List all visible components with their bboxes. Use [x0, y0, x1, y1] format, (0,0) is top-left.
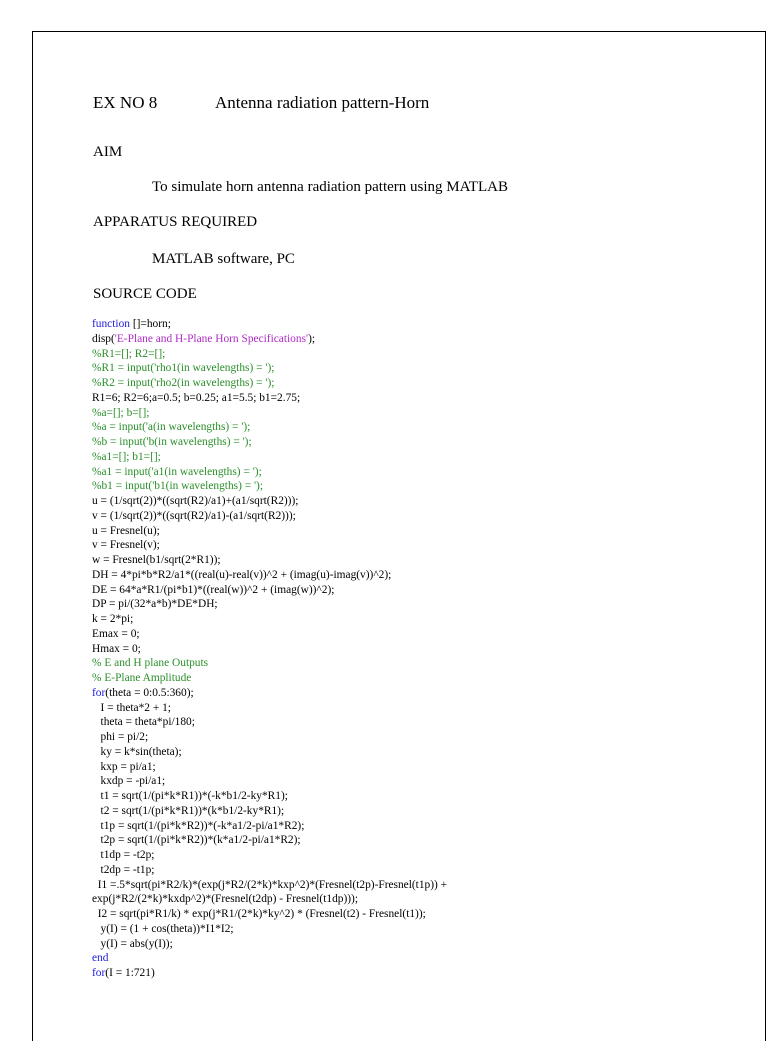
code-comment: %a1 = input('a1(in wavelengths) = '); — [92, 465, 262, 478]
code-text: t1dp = -t2p; — [92, 849, 155, 861]
code-text: R1=6; R2=6;a=0.5; b=0.25; a1=5.5; b1=2.75; — [92, 391, 301, 404]
code-line — [92, 553, 447, 568]
code-comment: %a1=[]; b1=[]; — [92, 450, 161, 463]
code-line — [92, 715, 447, 730]
code-text: theta = theta*pi/180; — [92, 716, 195, 729]
code-line — [92, 509, 447, 524]
code-text: []=horn; — [129, 318, 171, 330]
code-keyword: function — [92, 318, 130, 330]
code-text: w = Fresnel(b1/sqrt(2*R1)); — [92, 554, 221, 566]
code-text: disp( — [92, 332, 115, 345]
code-line — [92, 612, 447, 627]
code-comment: %R1 = input('rho1(in wavelengths) = '); — [92, 362, 275, 375]
code-line — [92, 479, 447, 494]
code-comment: %a = input('a(in wavelengths) = '); — [92, 421, 251, 434]
code-text: DP = pi/(32*a*b)*DE*DH; — [92, 598, 218, 611]
code-keyword: for — [92, 686, 106, 699]
code-text: Emax = 0; — [92, 627, 140, 640]
code-text: DH = 4*pi*b*R2/a1*((real(u)-real(v))^2 + (imag(u)-imag(v))^2); — [92, 568, 392, 581]
code-text: kxp = pi/a1; — [92, 760, 156, 773]
code-line — [92, 450, 447, 465]
exercise-heading — [93, 93, 430, 113]
code-text: ); — [308, 332, 316, 345]
code-text: v = (1/sqrt(2))*((sqrt(R2)/a1)-(a1/sqrt(R2))); — [92, 509, 296, 522]
code-line — [92, 627, 447, 642]
code-line — [92, 789, 447, 804]
code-line — [92, 922, 447, 937]
code-line — [92, 819, 447, 834]
code-line — [92, 804, 447, 819]
code-line — [92, 863, 447, 878]
code-text: y(I) = (1 + cos(theta))*I1*I2; — [92, 922, 234, 935]
code-line — [92, 774, 447, 789]
code-line — [92, 966, 447, 981]
code-text: t1p = sqrt(1/(pi*k*R2))*(-k*a1/2-pi/a1*R2); — [92, 819, 305, 832]
code-text: v = Fresnel(v); — [92, 539, 160, 552]
apparatus-heading: APPARATUS REQUIRED — [93, 214, 258, 230]
code-text: y(I) = abs(y(I)); — [92, 937, 173, 950]
code-line — [92, 745, 447, 760]
code-line — [92, 951, 447, 966]
exercise-title: Antenna radiation pattern-Horn — [215, 93, 430, 112]
code-text: kxdp = -pi/a1; — [92, 775, 166, 788]
aim-text: To simulate horn antenna radiation pattern using MATLAB — [152, 179, 508, 195]
source-code-block — [92, 317, 447, 981]
source-code-heading: SOURCE CODE — [93, 286, 197, 302]
code-line — [92, 568, 447, 583]
code-line — [92, 376, 447, 391]
code-text: t2dp = -t1p; — [92, 863, 155, 876]
code-comment: %a=[]; b=[]; — [92, 406, 150, 419]
code-comment: % E-Plane Amplitude — [92, 672, 192, 684]
code-line — [92, 435, 447, 450]
code-text: t2 = sqrt(1/(pi*k*R1))*(k*b1/2-ky*R1); — [92, 804, 285, 817]
code-line — [92, 833, 447, 848]
apparatus-text: MATLAB software, PC — [152, 251, 295, 267]
code-line — [92, 701, 447, 716]
code-line — [92, 465, 447, 480]
exercise-number: EX NO 8 — [93, 93, 158, 112]
code-text: u = (1/sqrt(2))*((sqrt(R2)/a1)+(a1/sqrt(R2))); — [92, 495, 299, 507]
code-line — [92, 538, 447, 553]
code-text: k = 2*pi; — [92, 613, 134, 625]
code-text: I = theta*2 + 1; — [92, 701, 171, 714]
code-line — [92, 907, 447, 922]
code-line — [92, 642, 447, 657]
code-comment: % E and H plane Outputs — [92, 657, 209, 670]
code-line — [92, 524, 447, 539]
code-line — [92, 597, 447, 612]
code-line — [92, 848, 447, 863]
code-line — [92, 317, 447, 332]
code-comment: %R1=[]; R2=[]; — [92, 347, 166, 360]
code-text: (theta = 0:0.5:360); — [105, 686, 194, 699]
code-line — [92, 391, 447, 406]
code-line — [92, 937, 447, 952]
code-line — [92, 760, 447, 775]
code-line — [92, 406, 447, 421]
code-text: t2p = sqrt(1/(pi*k*R2))*(k*a1/2-pi/a1*R2); — [92, 834, 301, 847]
code-line — [92, 686, 447, 701]
code-comment: %b = input('b(in wavelengths) = '); — [92, 436, 252, 448]
code-line — [92, 361, 447, 376]
code-text: phi = pi/2; — [92, 731, 149, 743]
code-text: Hmax = 0; — [92, 642, 141, 655]
code-line — [92, 892, 447, 907]
code-line — [92, 583, 447, 598]
code-text: exp(j*R2/(2*k)*kxdp^2)*(Fresnel(t2dp) - Fresnel(t1dp))); — [92, 893, 359, 906]
code-line — [92, 494, 447, 509]
code-text: u = Fresnel(u); — [92, 524, 160, 537]
code-comment: %b1 = input('b1(in wavelengths) = '); — [92, 480, 264, 493]
code-line — [92, 878, 447, 893]
code-line — [92, 420, 447, 435]
code-comment: %R2 = input('rho2(in wavelengths) = '); — [92, 377, 275, 389]
code-text: I1 =.5*sqrt(pi*R2/k)*(exp(j*R2/(2*k)*kxp^2)*(Fresnel(t2p)-Fresnel(t1p)) + — [92, 878, 448, 891]
aim-heading: AIM — [93, 144, 123, 160]
code-text: DE = 64*a*R1/(pi*b1)*((real(w))^2 + (imag(w))^2); — [92, 583, 335, 596]
code-text: ky = k*sin(theta); — [92, 745, 182, 758]
code-text: (I = 1:721) — [105, 967, 155, 979]
code-text: I2 = sqrt(pi*R1/k) * exp(j*R1/(2*k)*ky^2) * (Fresnel(t2) - Fresnel(t1)); — [92, 908, 426, 920]
code-line — [92, 656, 447, 671]
code-line — [92, 347, 447, 362]
code-text: t1 = sqrt(1/(pi*k*R1))*(-k*b1/2-ky*R1); — [92, 790, 288, 802]
code-keyword: for — [92, 967, 106, 979]
code-line — [92, 671, 447, 686]
code-line — [92, 730, 447, 745]
code-string: 'E-Plane and H-Plane Horn Specifications' — [114, 332, 309, 345]
code-keyword: end — [92, 952, 109, 965]
code-line — [92, 332, 447, 347]
